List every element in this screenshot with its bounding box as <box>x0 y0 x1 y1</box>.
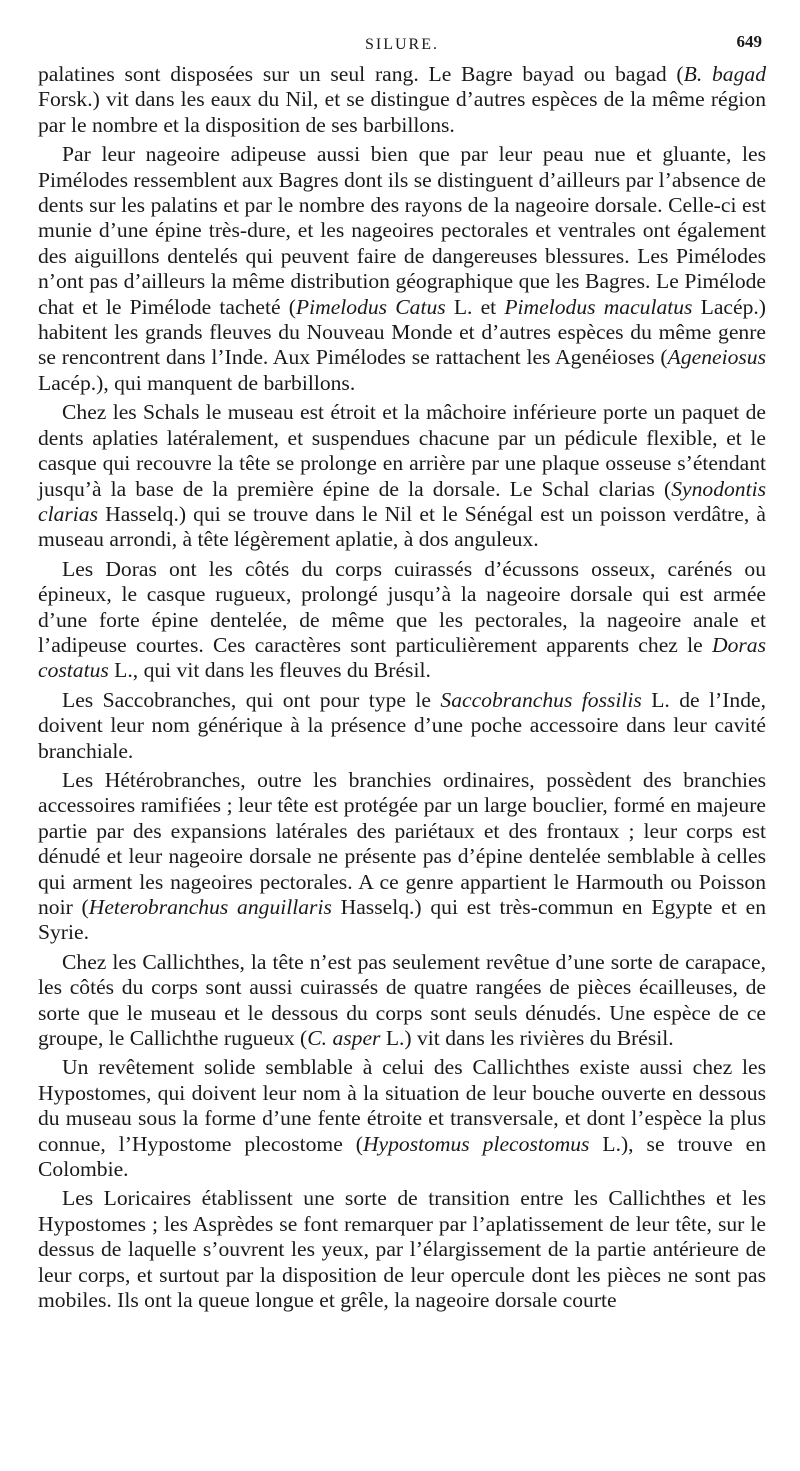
text-run: Lacép.), qui manquent de barbillons. <box>38 370 356 395</box>
italic-name: C. asper <box>307 1026 381 1051</box>
text-run: Les Saccobranches, qui ont pour type le <box>62 687 441 712</box>
text-run: Les Hétérobranches, outre les branchies ordinaires, possèdent des branchies accessoires ramifiées ; leur tête est protégée par un large bouclier, formé en majeure partie par des expansions latérales des pariétaux et des frontaux ; leur corps est dénudé et leur nageoire dorsale ne présente pas d’épine dentelée semblable à celles qui arment les nageoires pectorales. A ce genre appartient le Harmouth ou Poisson noir ( <box>38 767 766 919</box>
text-run: L. et <box>445 294 505 319</box>
text-run: Chez les Callichthes, la tête n’est pas seulement revêtue d’une sorte de carapace, les côtés du corps sont aussi cuirassés de quatre rangées de pièces écailleuses, de sorte que le museau et le dessous du corps sont seuls dénudés. Une espèce de ce groupe, le Callichthe rugueux ( <box>38 949 766 1051</box>
text-run: Les Loricaires établissent une sorte de transition entre les Callichthes et les Hypostomes ; les Asprèdes se font remarquer par l’aplatissement de leur tête, sur le dessus de laquelle s’ouvrent les yeux, par l’élargissement de la partie antérieure de leur corps, et surtout par la disposition de leur opercule dont les pièces ne sont pas mobiles. Ils ont la queue longue et grêle, la nageoire dorsale courte <box>38 1186 766 1313</box>
paragraph <box>38 400 766 552</box>
italic-name: Heterobranchus anguillaris <box>88 895 332 919</box>
text-run: Lacép.) habitent les grands fleuves du Nouveau Monde et d’autres espèces du même genre se rencontrent dans l’Inde. Aux Pimélodes se rattachent les Agenéioses ( <box>38 294 766 370</box>
text-run: Hasselq.) qui se trouve dans le Nil et le Sénégal est un poisson verdâtre, à museau arrondi, à tête légèrement aplatie, à dos anguleux. <box>38 501 766 552</box>
running-head <box>38 28 766 62</box>
paragraph <box>38 1186 766 1313</box>
paragraph <box>38 62 766 138</box>
italic-name: Hypostomus plecostomus <box>362 1131 590 1156</box>
text-run: Par leur nageoire adipeuse aussi bien que par leur peau nue et gluante, les Pimélodes ressemblent aux Bagres dont ils se distinguent d’ailleurs par l’absence de dents sur les palatins et par le nombre des rayons de la nageoire dorsale. Celle-ci est munie d’une épine très-dure, et les nageoires pectorales et ventrales ont également des aiguillons dentelés qui peuvent faire de dangereuses blessures. Les Pimélodes n’ont pas d’ailleurs la même distribution géographique que les Bagres. Le Pimélode chat et le Pimélode tacheté ( <box>38 142 766 319</box>
text-run: Hasselq.) qui est très-commun en Egypte et en Syrie. <box>38 895 767 945</box>
page-number: 649 <box>736 32 762 51</box>
book-page <box>38 28 766 1318</box>
text-run: Les Doras ont les côtés du corps cuirassés d’écussons osseux, carénés ou épineux, le casque rugueux, prolongé jusqu’à la nageoire dorsale qui est armée d’une forte épine dentelée, de même que les pectorales, la nageoire anale et l’adipeuse courtes. Ces caractères sont particulièrement apparents chez le <box>38 556 766 657</box>
italic-name: Pimelodus Catus <box>295 294 446 319</box>
text-run: L. de l’Inde, doivent leur nom générique à la présence d’une poche accessoire dans leur cavité branchiale. <box>38 687 766 763</box>
text-run: L.) vit dans les rivières du Brésil. <box>380 1026 674 1051</box>
body-text <box>38 62 766 1314</box>
paragraph <box>38 1055 766 1182</box>
italic-name: Saccobranchus fossilis <box>440 687 642 712</box>
paragraph <box>38 688 766 764</box>
italic-name: Doras costatus <box>38 632 766 683</box>
paragraph <box>38 557 766 684</box>
text-run: Un revêtement solide semblable à celui des Callichthes existe aussi chez les Hypostomes, qui doivent leur nom à la situation de leur bouche ouverte en dessous du museau sous la forme d’une fente étroite et transversale, et dont l’espèce la plus connue, l’Hypostome plecostome ( <box>38 1055 766 1156</box>
running-head-title: SILURE. <box>365 36 439 53</box>
text-run: Forsk.) vit dans les eaux du Nil, et se distingue d’autres espèces de la même région par le nombre et la disposition de ses barbillons. <box>38 87 766 137</box>
italic-name: B. bagad <box>683 62 766 86</box>
italic-name: Synodontis clarias <box>38 476 766 526</box>
text-run: Chez les Schals le museau est étroit et la mâchoire inférieure porte un paquet de dents aplaties latéralement, et suspendues chacune par un pédicule flexible, et le casque qui recouvre la tête se prolonge en arrière par une plaque osseuse s’étendant jusqu’à la base de la première épine de la dorsale. Le Schal clarias ( <box>38 400 766 501</box>
text-run: L.), se trouve en Colombie. <box>38 1131 767 1182</box>
text-run: palatines sont disposées sur un seul rang. Le Bagre bayad ou bagad ( <box>38 62 684 86</box>
text-run: L., qui vit dans les fleuves du Brésil. <box>108 658 431 683</box>
paragraph <box>38 142 766 396</box>
paragraph <box>38 768 766 946</box>
italic-name: Ageneiosus <box>667 345 766 370</box>
italic-name: Pimelodus maculatus <box>504 294 693 319</box>
paragraph <box>38 950 766 1052</box>
